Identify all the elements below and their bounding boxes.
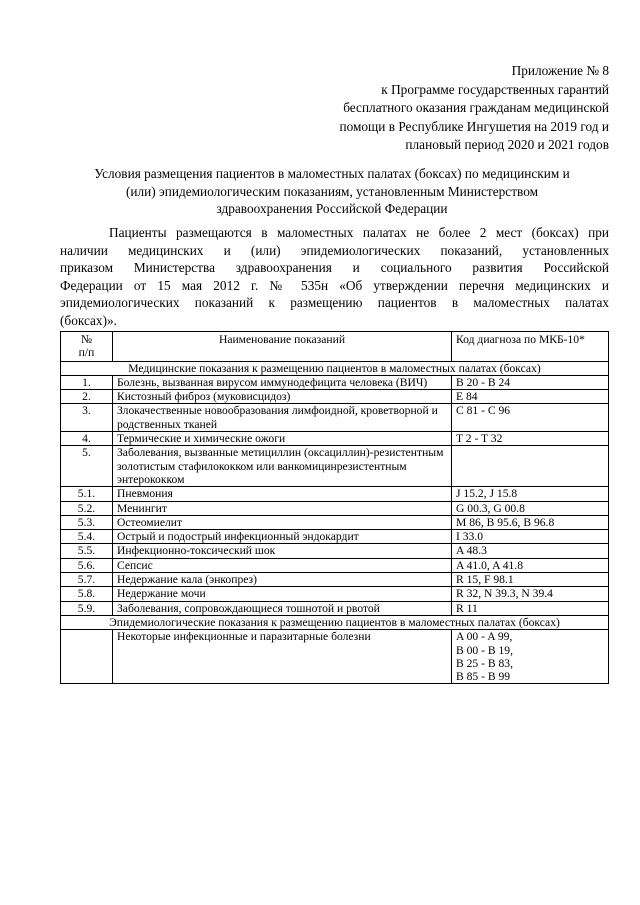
row-icd-code: I 33.0 — [452, 530, 609, 544]
row-number: 5.2. — [61, 501, 113, 515]
appendix-line: Приложение № 8 — [511, 63, 609, 78]
row-icd-code: B 20 - B 24 — [452, 375, 609, 389]
row-icd-code: A 41.0, A 41.8 — [452, 558, 609, 572]
header-number — [61, 332, 113, 362]
row-icd-code — [452, 630, 609, 684]
table-header-row — [61, 332, 609, 362]
row-indication-name: Термические и химические ожоги — [113, 432, 452, 446]
intro-line: наличии медицинских и (или) эпидемиологических показаний, установленных — [60, 242, 609, 258]
row-number: 4. — [61, 432, 113, 446]
section-row — [61, 615, 609, 629]
row-indication-name: Злокачественные новообразования лимфоидной, кроветворной и родственных тканей — [113, 404, 452, 432]
row-icd-code: R 11 — [452, 601, 609, 615]
row-number: 5. — [61, 446, 113, 487]
row-indication-name: Недержание кала (энкопрез) — [113, 573, 452, 587]
icd-code-line: B 00 - B 19, — [456, 643, 514, 657]
header-number-line2: п/п — [78, 346, 95, 360]
table-row — [61, 573, 609, 587]
table-row — [61, 390, 609, 404]
intro-line: Федерации от 15 мая 2012 г. № 535н «Об утверждении перечня медицинских и — [60, 277, 609, 293]
row-indication-name: Пневмония — [113, 487, 452, 501]
section-row — [61, 361, 609, 375]
indications-table — [60, 331, 609, 684]
table-row — [61, 487, 609, 501]
table-body — [61, 361, 609, 684]
header-name: Наименование показаний — [113, 332, 452, 362]
row-number: 5.6. — [61, 558, 113, 572]
row-icd-code: R 15, F 98.1 — [452, 573, 609, 587]
table-row — [61, 375, 609, 389]
title-line: Условия размещения пациентов в маломестных палатах (боксах) по медицинским и — [94, 166, 570, 181]
header-code: Код диагноза по МКБ-10* — [452, 332, 609, 362]
icd-code-line: B 25 - B 83, — [456, 656, 514, 670]
row-icd-code: J 15.2, J 15.8 — [452, 487, 609, 501]
header-number-line1: № — [80, 333, 93, 346]
title-line: здравоохранения Российской Федерации — [216, 201, 448, 217]
appendix-line: бесплатного оказания гражданам медицинской — [343, 100, 609, 116]
table-row — [61, 558, 609, 572]
row-number: 5.5. — [61, 544, 113, 558]
row-indication-name: Менингит — [113, 501, 452, 515]
section-epidemiological: Эпидемиологические показания к размещению пациентов в маломестных палатах (боксах) — [61, 615, 609, 629]
row-number: 5.9. — [61, 601, 113, 615]
row-indication-name: Инфекционно-токсический шок — [113, 544, 452, 558]
row-number: 2. — [61, 390, 113, 404]
row-indication-name: Болезнь, вызванная вирусом иммунодефицита человека (ВИЧ) — [113, 375, 452, 389]
table-row — [61, 432, 609, 446]
table-row — [61, 601, 609, 615]
row-icd-code — [452, 446, 609, 487]
row-number — [61, 630, 113, 684]
intro-line: (боксах)». — [60, 312, 117, 328]
row-icd-code: C 81 - C 96 — [452, 404, 609, 432]
row-indication-name: Некоторые инфекционные и паразитарные болезни — [113, 630, 452, 684]
row-indication-name: Острый и подострый инфекционный эндокардит — [113, 530, 452, 544]
section-medical: Медицинские показания к размещению пациентов в маломестных палатах (боксах) — [61, 361, 609, 375]
appendix-line: к Программе государственных гарантий — [381, 81, 609, 97]
intro-line: приказом Министерства здравоохранения и социального развития Российской — [60, 260, 609, 276]
intro-line: эпидемиологических показаний к размещению пациентов в маломестных палатах — [60, 295, 609, 311]
row-icd-code: T 2 - T 32 — [452, 432, 609, 446]
document-title — [56, 165, 608, 218]
row-indication-name: Остеомиелит — [113, 515, 452, 529]
icd-code-line: B 85 - B 99 — [456, 670, 511, 684]
appendix-line: помощи в Республике Ингушетия на 2019 год и — [339, 118, 609, 134]
table-row — [61, 515, 609, 529]
table-row — [61, 530, 609, 544]
row-indication-name: Кистозный фиброз (муковисцидоз) — [113, 390, 452, 404]
table-row — [61, 446, 609, 487]
table-row — [61, 630, 609, 684]
row-number: 5.8. — [61, 587, 113, 601]
icd-code-line: A 00 - A 99, — [456, 630, 513, 644]
row-icd-code: R 32, N 39.3, N 39.4 — [452, 587, 609, 601]
row-number: 5.7. — [61, 573, 113, 587]
row-indication-name: Заболевания, вызванные метициллин (оксациллин)-резистентным золотистым стафилококком или ванкомицинрезистентным энтерококком — [113, 446, 452, 487]
appendix-header — [339, 62, 609, 155]
intro-paragraph — [60, 224, 609, 330]
row-icd-code: A 48.3 — [452, 544, 609, 558]
appendix-line: плановый период 2020 и 2021 годов — [405, 137, 609, 153]
row-indication-name: Недержание мочи — [113, 587, 452, 601]
row-number: 5.4. — [61, 530, 113, 544]
row-number: 5.1. — [61, 487, 113, 501]
title-line: (или) эпидемиологическим показаниям, установленным Министерством — [125, 183, 538, 199]
table-row — [61, 587, 609, 601]
table-row — [61, 404, 609, 432]
row-number: 5.3. — [61, 515, 113, 529]
row-indication-name: Сепсис — [113, 558, 452, 572]
row-icd-code: G 00.3, G 00.8 — [452, 501, 609, 515]
table-row — [61, 501, 609, 515]
row-icd-code: M 86, B 95.6, B 96.8 — [452, 515, 609, 529]
row-icd-code: E 84 — [452, 390, 609, 404]
table-row — [61, 544, 609, 558]
row-number: 1. — [61, 375, 113, 389]
row-number: 3. — [61, 404, 113, 432]
intro-line: Пациенты размещаются в маломестных палатах не более 2 мест (боксах) при — [109, 225, 609, 240]
row-indication-name: Заболевания, сопровождающиеся тошнотой и рвотой — [113, 601, 452, 615]
